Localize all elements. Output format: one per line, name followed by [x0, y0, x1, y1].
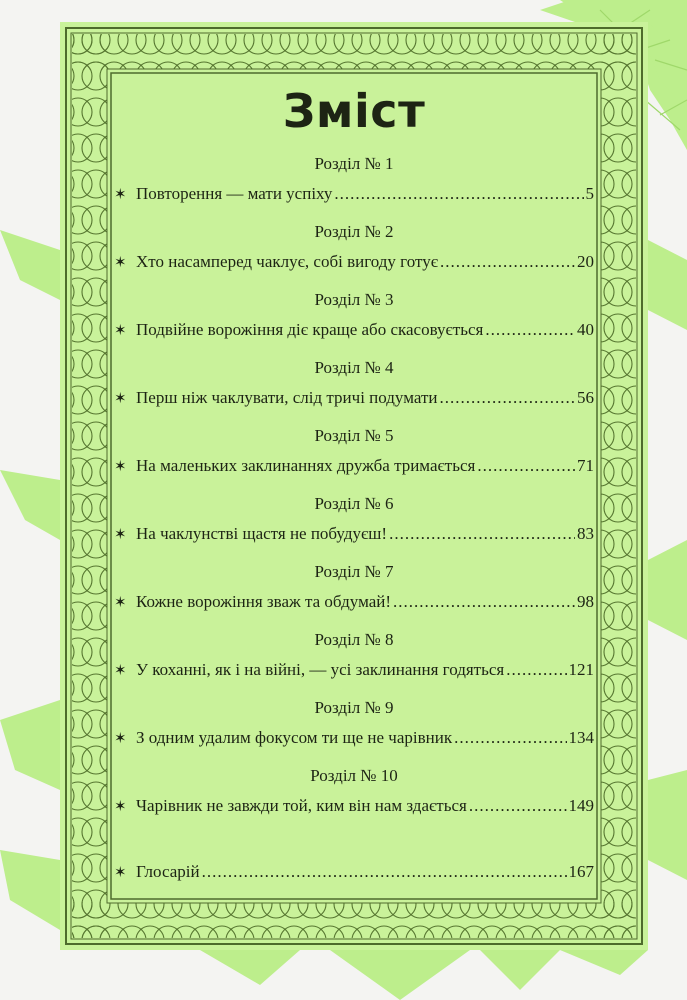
- chapter-title: Чарівник не завжди той, ким він нам здається: [136, 796, 467, 815]
- chapter-label: Розділ № 4: [314, 358, 394, 377]
- toc-entry-3[interactable]: [114, 288, 594, 356]
- toc-entry-10[interactable]: [114, 764, 594, 832]
- toc-entry-8[interactable]: [114, 628, 594, 696]
- star-bullet-icon: ✶: [114, 863, 127, 881]
- glossary-title: Глосарій: [136, 862, 200, 881]
- toc-entry-5[interactable]: [114, 424, 594, 492]
- page-number: 149: [568, 796, 594, 815]
- dot-leader: [334, 182, 583, 206]
- star-bullet-icon: ✶: [114, 457, 127, 475]
- dot-leader: [485, 318, 575, 342]
- star-bullet-icon: ✶: [114, 389, 127, 407]
- dot-leader: [439, 386, 575, 410]
- star-bullet-icon: ✶: [114, 729, 127, 747]
- toc-entry-1[interactable]: [114, 152, 594, 220]
- dot-leader: [506, 658, 566, 682]
- page-number: 167: [568, 862, 594, 881]
- chapter-title: На чаклунстві щастя не побудуєш!: [136, 524, 388, 543]
- chapter-title: Повторення — мати успіху: [136, 184, 333, 203]
- chapter-label: Розділ № 2: [314, 222, 394, 241]
- page-number: 56: [577, 388, 594, 407]
- chapter-label: Розділ № 5: [314, 426, 394, 445]
- page-title: Зміст: [282, 84, 426, 138]
- dot-leader: [393, 590, 575, 614]
- dot-leader: [440, 250, 575, 274]
- star-bullet-icon: ✶: [114, 593, 127, 611]
- dot-leader: [469, 794, 567, 818]
- toc-entry-2[interactable]: [114, 220, 594, 288]
- star-bullet-icon: ✶: [114, 253, 127, 271]
- dot-leader: [389, 522, 575, 546]
- dot-leader: [202, 860, 567, 884]
- page-number: 40: [577, 320, 594, 339]
- dot-leader: [454, 726, 566, 750]
- chapter-label: Розділ № 10: [310, 766, 398, 785]
- chapter-title: Подвійне ворожіння діє краще або скасовується: [136, 320, 484, 339]
- page-number: 5: [585, 184, 594, 203]
- chapter-label: Розділ № 1: [314, 154, 394, 173]
- star-bullet-icon: ✶: [114, 661, 127, 679]
- page-number: 71: [577, 456, 594, 475]
- toc-entry-glossary[interactable]: [114, 860, 594, 884]
- star-bullet-icon: ✶: [114, 797, 127, 815]
- star-bullet-icon: ✶: [114, 321, 127, 339]
- chapter-label: Розділ № 3: [314, 290, 394, 309]
- toc-entry-7[interactable]: [114, 560, 594, 628]
- chapter-title: У коханні, як і на війні, — усі заклинання годяться: [136, 660, 505, 679]
- chapter-title: Перш ніж чаклувати, слід тричі подумати: [136, 388, 438, 407]
- chapter-label: Розділ № 9: [314, 698, 394, 717]
- toc-entry-6[interactable]: [114, 492, 594, 560]
- page-number: 134: [568, 728, 594, 747]
- chapter-title: На маленьких заклинаннях дружба тримається: [136, 456, 476, 475]
- dot-leader: [477, 454, 575, 478]
- star-bullet-icon: ✶: [114, 185, 127, 203]
- toc-entry-9[interactable]: [114, 696, 594, 764]
- page-number: 121: [568, 660, 594, 679]
- table-of-contents: [114, 152, 594, 884]
- page-number: 20: [577, 252, 594, 271]
- chapter-label: Розділ № 7: [314, 562, 394, 581]
- chapter-title: Кожне ворожіння зваж та обдумай!: [136, 592, 392, 611]
- chapter-title: З одним удалим фокусом ти ще не чарівник: [136, 728, 453, 747]
- chapter-title: Хто насамперед чаклує, собі вигоду готує: [136, 252, 439, 271]
- toc-entry-4[interactable]: [114, 356, 594, 424]
- chapter-label: Розділ № 8: [314, 630, 394, 649]
- page-number: 83: [577, 524, 594, 543]
- page-number: 98: [577, 592, 594, 611]
- star-bullet-icon: ✶: [114, 525, 127, 543]
- chapter-label: Розділ № 6: [314, 494, 394, 513]
- contents-panel: [60, 22, 648, 950]
